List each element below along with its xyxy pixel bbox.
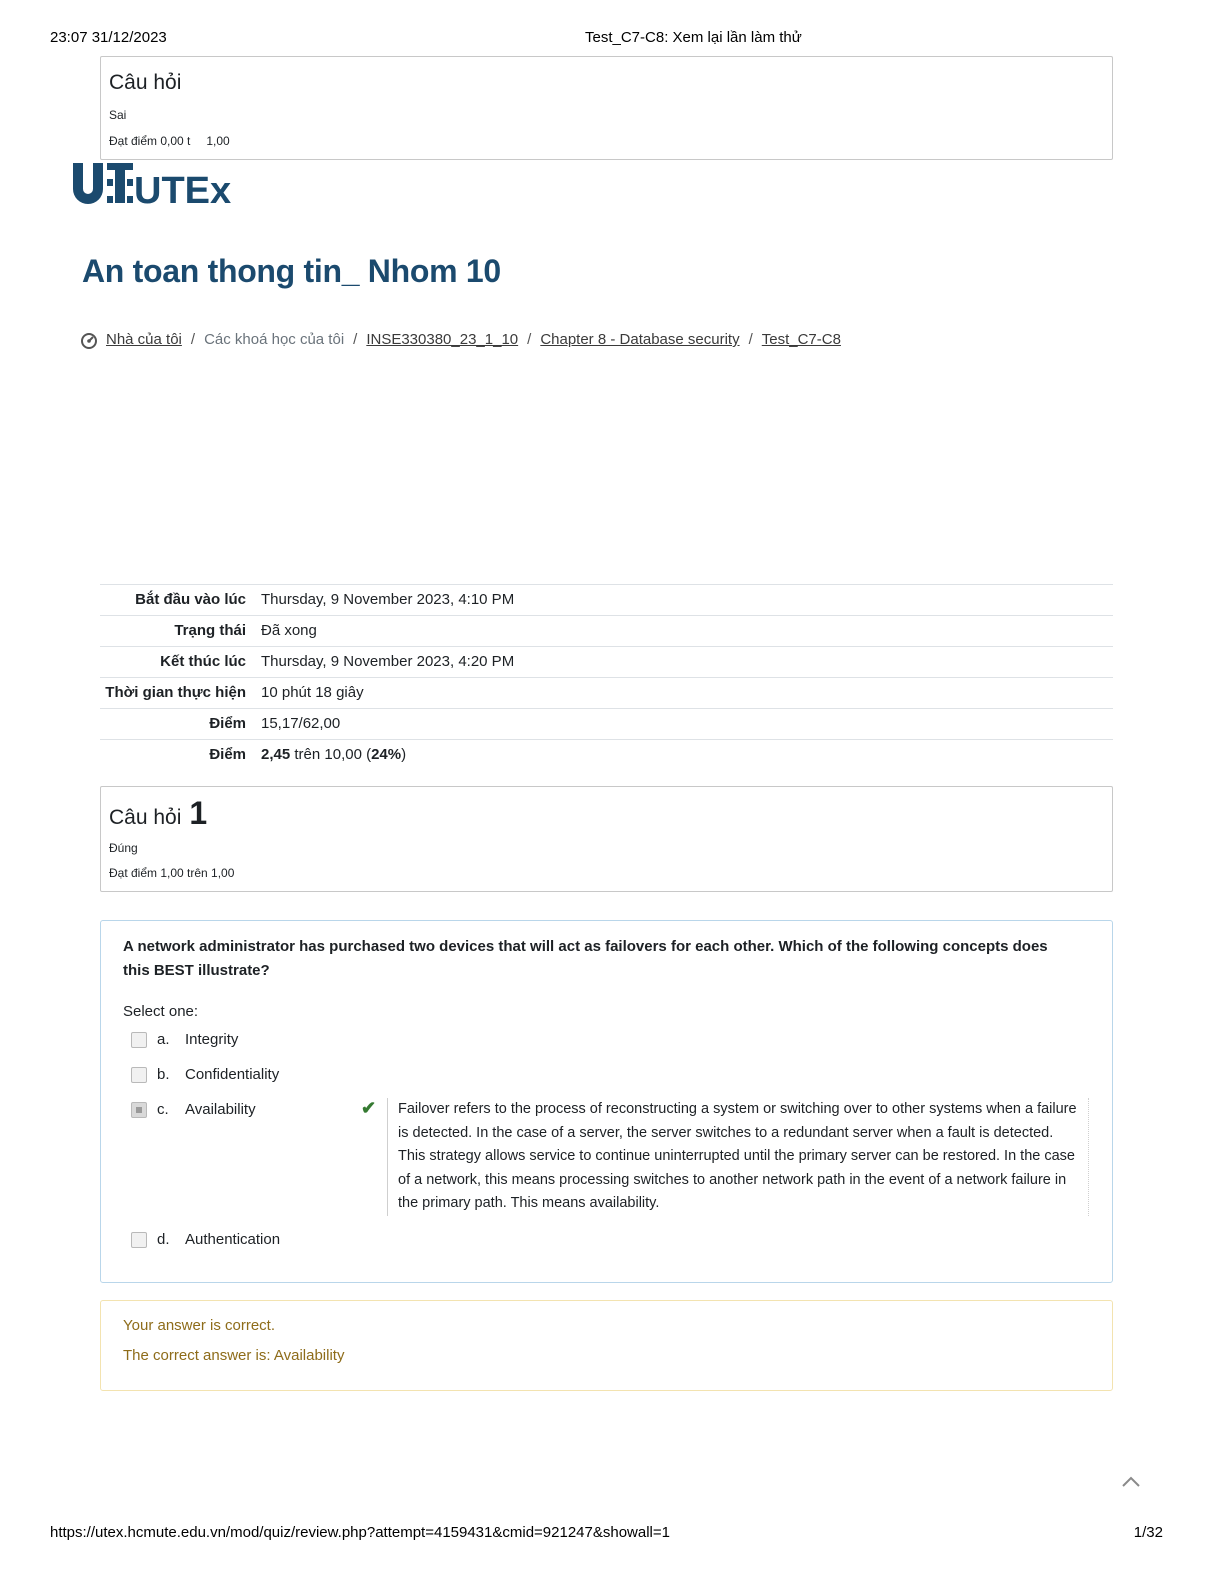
- answer-option-d[interactable]: [123, 1228, 1090, 1263]
- question-info-card: [100, 786, 1113, 892]
- grade-score: 2,45: [261, 746, 291, 763]
- answer-option-a[interactable]: [123, 1028, 1090, 1063]
- print-header: [50, 29, 1175, 49]
- answer-radio-selected[interactable]: [131, 1102, 147, 1118]
- answer-letter: b.: [157, 1066, 170, 1083]
- print-url: https://utex.hcmute.edu.vn/mod/quiz/review.php?attempt=4159431&cmid=921247&showall=1: [50, 1524, 670, 1541]
- breadcrumb-quiz[interactable]: Test_C7-C8: [761, 331, 841, 348]
- attempt-summary-table: [100, 584, 1113, 770]
- breadcrumb-separator: /: [190, 331, 196, 348]
- summary-row-completed: [100, 646, 1113, 677]
- scroll-to-top-icon[interactable]: [1120, 1474, 1142, 1490]
- outcome-correct-text: Your answer is correct.: [123, 1317, 276, 1334]
- answer-radio[interactable]: [131, 1067, 147, 1083]
- question-state: Sai: [109, 108, 127, 122]
- summary-row-marks: [100, 708, 1113, 739]
- summary-row-duration: [100, 677, 1113, 708]
- print-page-number: 1/32: [1133, 1524, 1163, 1541]
- summary-value: 10 phút 18 giây: [261, 684, 364, 701]
- question-grade: [109, 134, 1104, 148]
- summary-row-started: [100, 584, 1113, 615]
- answer-letter: d.: [157, 1231, 170, 1248]
- grade-prefix: Đạt điểm 0,00 t: [109, 134, 191, 148]
- breadcrumb-separator: /: [527, 331, 532, 348]
- summary-label: Điểm: [209, 746, 246, 763]
- answer-radio[interactable]: [131, 1032, 147, 1048]
- question-info-card-previous: [100, 56, 1113, 160]
- summary-label: Thời gian thực hiện: [105, 684, 246, 701]
- summary-value: Đã xong: [261, 622, 317, 639]
- answer-feedback: Failover refers to the process of reconstructing a system or switching over to other systems when a failure is detected. In the case of a server, the server switches to a redundant server when a fault is detected. This strategy allows service to continue uninterrupted until the primary server can be restored. In the case of a network, this means processing switches to another network path in the event of a network failure in the primary path. This means availability.: [387, 1098, 1089, 1216]
- dashboard-icon: [80, 332, 98, 348]
- answer-text: Confidentiality: [185, 1066, 280, 1083]
- print-page-title: Test_C7-C8: Xem lại lần làm thử: [585, 29, 802, 46]
- outcome-right-answer: The correct answer is: Availability: [123, 1347, 345, 1364]
- summary-label: Kết thúc lúc: [160, 653, 246, 670]
- question-text: A network administrator has purchased two devices that will act as failovers for each other. Which of the following concepts does this BEST illustrate?: [123, 938, 1048, 979]
- question-state: Đúng: [109, 841, 138, 855]
- summary-label: Trạng thái: [174, 622, 246, 639]
- breadcrumb: [80, 331, 841, 348]
- print-footer: [50, 1524, 1175, 1544]
- breadcrumb-course[interactable]: INSE330380_23_1_10: [366, 331, 519, 348]
- answer-letter: a.: [157, 1031, 170, 1048]
- summary-value: 15,17/62,00: [261, 715, 341, 732]
- breadcrumb-my-courses: Các khoá học của tôi: [204, 331, 345, 348]
- breadcrumb-separator: /: [748, 331, 753, 348]
- answer-list: [123, 1028, 1090, 1263]
- breadcrumb-home[interactable]: Nhà của tôi: [106, 331, 182, 348]
- answer-text: Availability: [185, 1101, 256, 1118]
- summary-value: [254, 743, 1113, 766]
- grade-percent: 24%: [371, 746, 402, 763]
- answer-letter: c.: [157, 1101, 169, 1118]
- grade-end: ): [401, 746, 407, 763]
- breadcrumb-separator: /: [353, 331, 358, 348]
- summary-label: Bắt đầu vào lúc: [135, 591, 246, 608]
- breadcrumb-chapter[interactable]: Chapter 8 - Database security: [540, 331, 740, 348]
- summary-value: Thursday, 9 November 2023, 4:20 PM: [261, 653, 515, 670]
- utex-logo[interactable]: [72, 161, 232, 212]
- grade-middle: trên 10,00 (: [290, 746, 372, 763]
- select-one-prompt: Select one:: [123, 1003, 199, 1020]
- question-heading: [109, 795, 1104, 832]
- answer-option-b[interactable]: [123, 1063, 1090, 1098]
- print-datetime: 23:07 31/12/2023: [50, 29, 167, 46]
- answer-option-c[interactable]: [123, 1098, 1090, 1228]
- course-title: An toan thong tin_ Nhom 10: [82, 253, 501, 289]
- answer-radio[interactable]: [131, 1232, 147, 1248]
- question-outcome: [100, 1300, 1113, 1391]
- question-content: [100, 920, 1113, 1283]
- summary-row-state: [100, 615, 1113, 646]
- question-grade: Đạt điểm 1,00 trên 1,00: [109, 866, 235, 880]
- summary-label: Điểm: [209, 715, 246, 732]
- answer-text: Integrity: [185, 1031, 239, 1048]
- question-title: Câu hỏi: [109, 806, 182, 829]
- summary-value: Thursday, 9 November 2023, 4:10 PM: [261, 591, 515, 608]
- answer-text: Authentication: [185, 1231, 281, 1248]
- correct-check-icon: ✔: [361, 1098, 377, 1118]
- logo-text: UTEx: [134, 170, 232, 212]
- summary-row-grade: [100, 739, 1113, 770]
- grade-max: 1,00: [206, 134, 230, 148]
- question-number: 1: [189, 795, 208, 831]
- question-title: Câu hỏi: [109, 71, 182, 94]
